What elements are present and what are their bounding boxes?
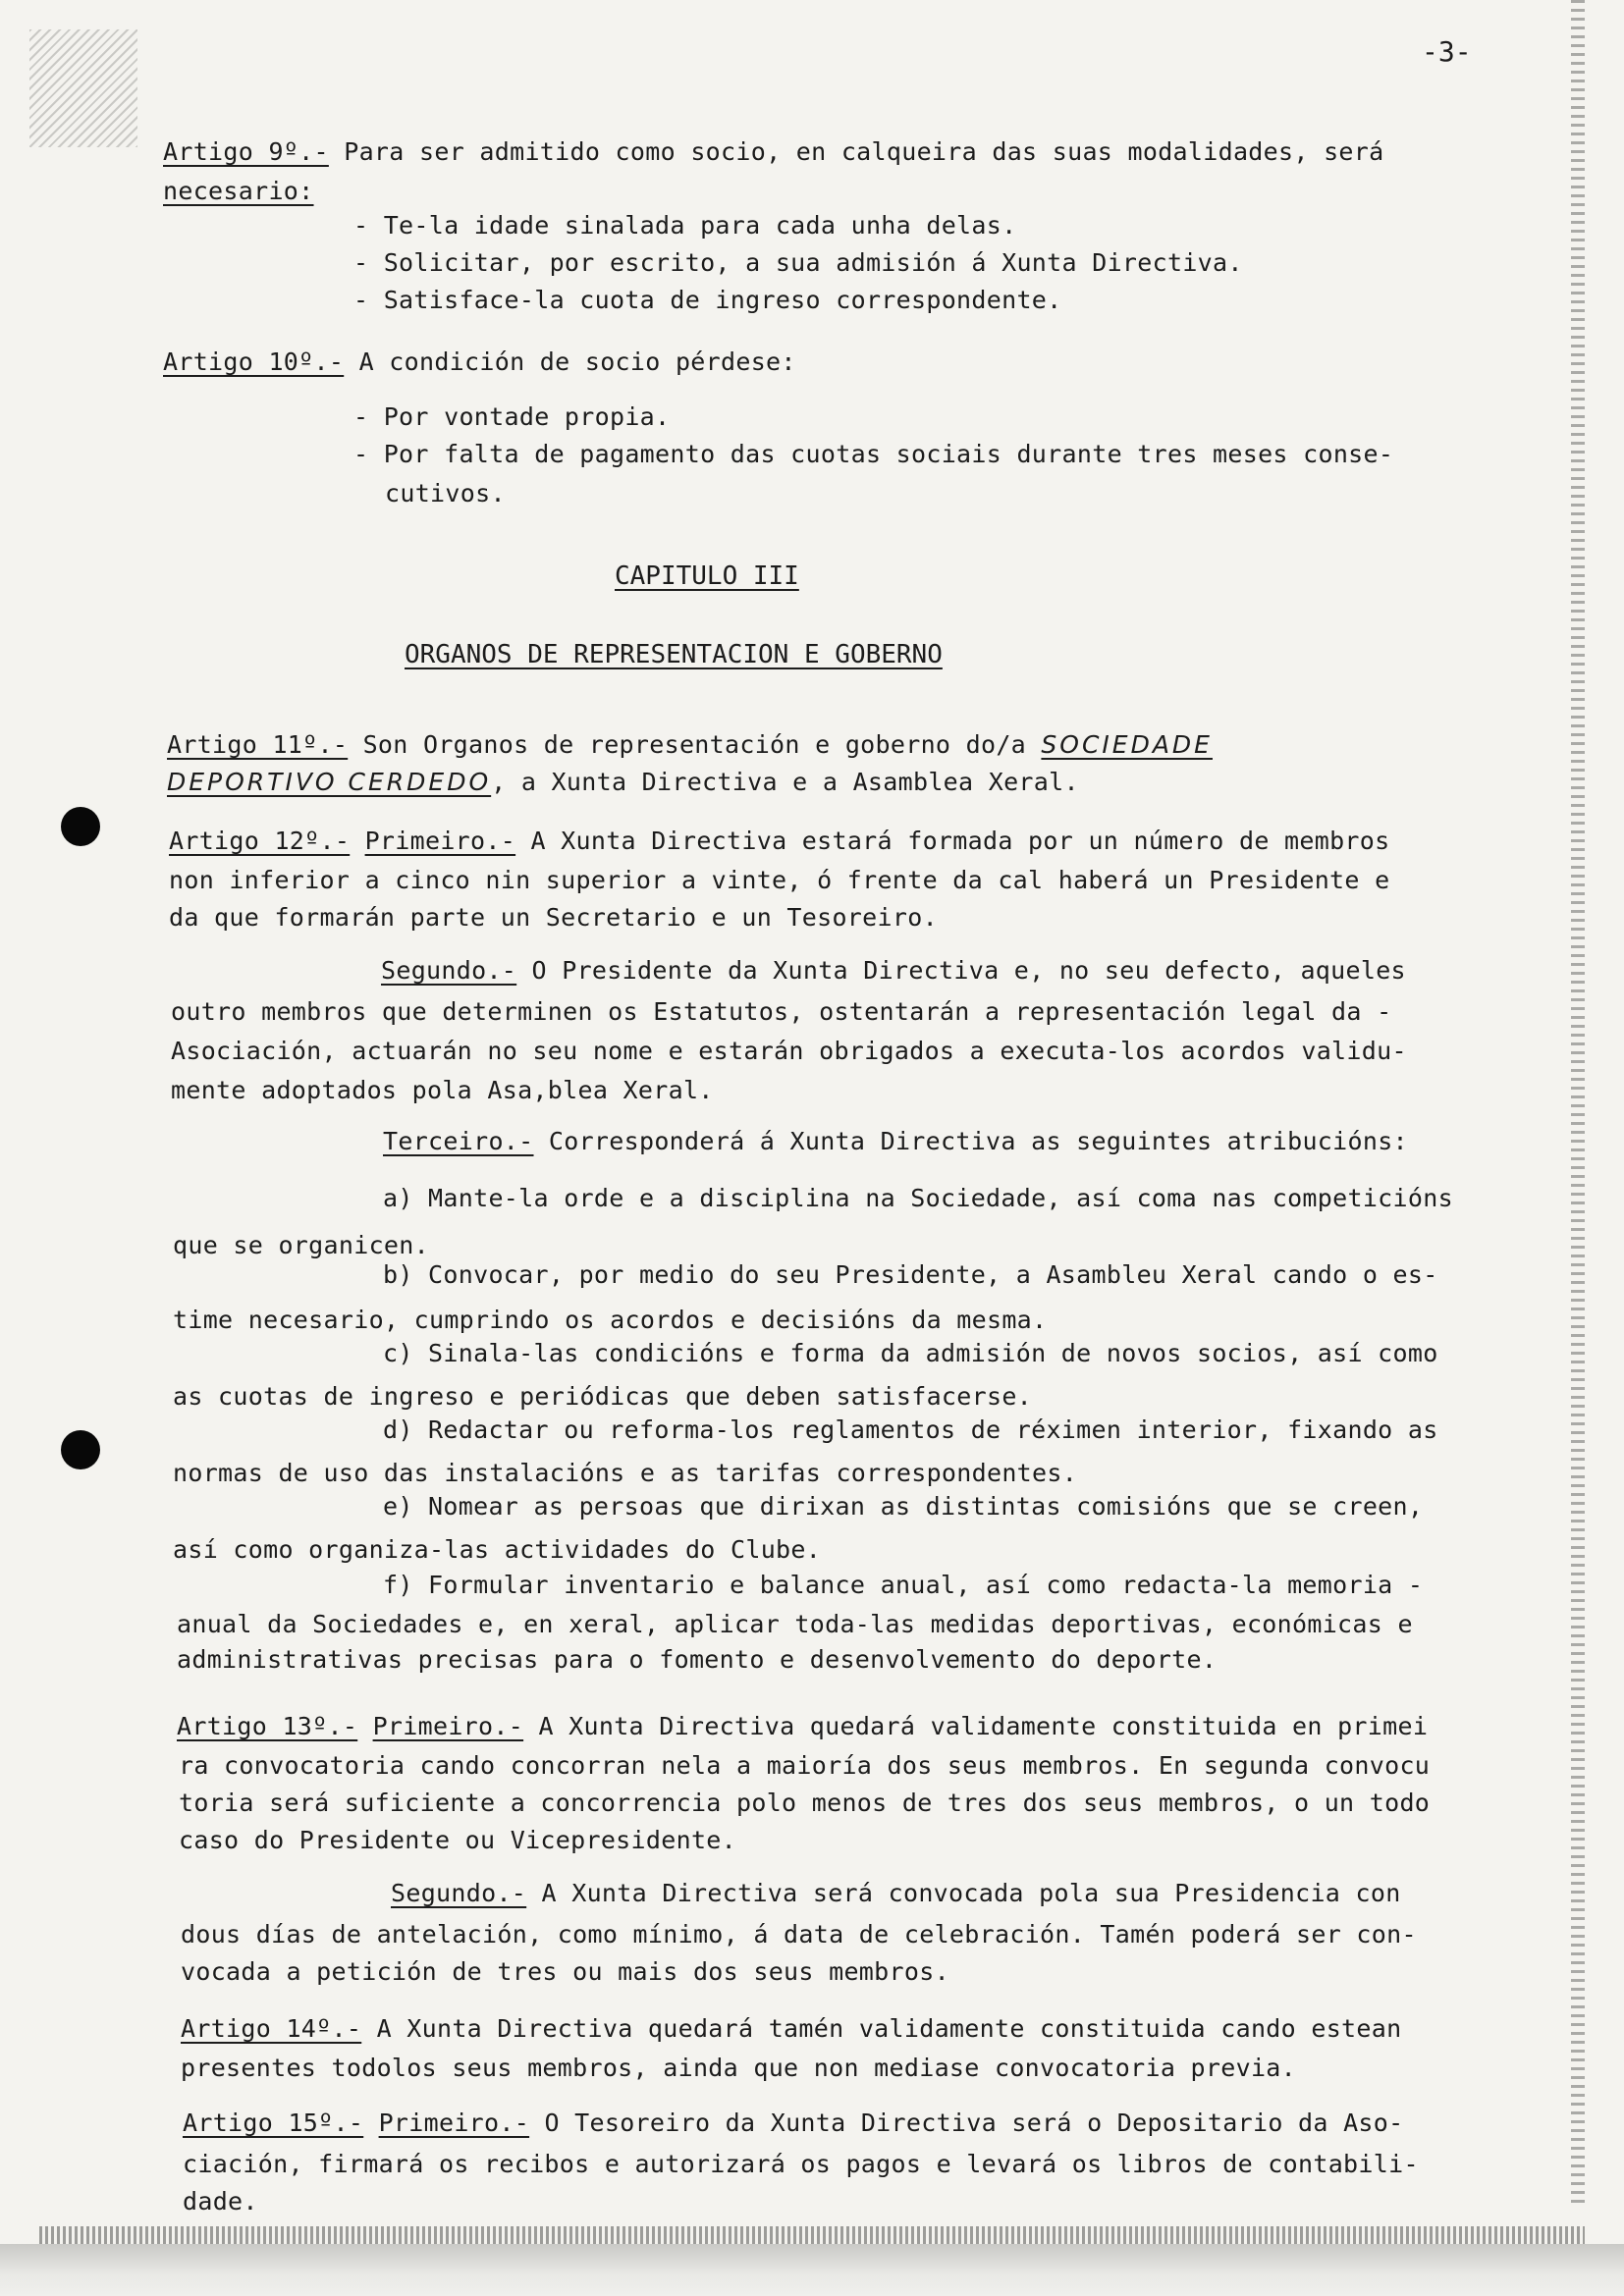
paragraph-line: da que formarán parte un Secretario e un Tesoreiro. bbox=[169, 903, 938, 932]
section-label: Primeiro.- bbox=[372, 1712, 524, 1740]
section-label: Primeiro.- bbox=[378, 2109, 530, 2137]
segundo-line-1 bbox=[381, 956, 1406, 985]
list-item: - Por falta de pagamento das cuotas sociais durante tres meses conse- bbox=[353, 440, 1394, 468]
section-label: Terceiro.- bbox=[383, 1127, 534, 1155]
artigo-label: Artigo 15º.- bbox=[183, 2109, 364, 2137]
paragraph-text: A condición de socio pérdese: bbox=[358, 347, 796, 376]
list-item: cutivos. bbox=[385, 479, 506, 507]
chapter-subtitle: ORGANOS DE REPRESENTACION E GOBERNO bbox=[405, 640, 943, 669]
paragraph-line: Asociación, actuarán no seu nome e estarán obrigados a executa-los acordos validu- bbox=[171, 1037, 1407, 1065]
paragraph-line: caso do Presidente ou Vicepresidente. bbox=[179, 1826, 736, 1854]
paragraph-line: toria será suficiente a concorrencia polo menos de tres dos seus membros, o un todo bbox=[179, 1789, 1431, 1817]
paragraph-line: ra convocatoria cando concorran nela a maioría dos seus membros. En segunda convocu bbox=[179, 1751, 1431, 1780]
scan-edge-bottom bbox=[39, 2226, 1585, 2244]
paragraph-text: necesario: bbox=[163, 177, 314, 205]
list-item-continuation: administrativas precisas para o fomento e desenvolvemento do deporte. bbox=[177, 1645, 1218, 1674]
list-item-continuation: así como organiza-las actividades do Clube. bbox=[173, 1535, 822, 1564]
handwritten-entry: DEPORTIVO CERDEDO bbox=[167, 768, 492, 796]
paragraph-text: A Xunta Directiva quedará validamente constituida en primei bbox=[538, 1712, 1429, 1740]
artigo-9-line-2 bbox=[163, 177, 314, 205]
artigo-12-line-1 bbox=[169, 827, 1389, 855]
scan-noise bbox=[29, 29, 137, 147]
artigo-11-line-1 bbox=[167, 730, 1213, 759]
paragraph-line: dade. bbox=[183, 2187, 258, 2216]
list-item-continuation: que se organicen. bbox=[173, 1231, 429, 1259]
list-item: e) Nomear as persoas que dirixan as distintas comisións que se creen, bbox=[383, 1492, 1424, 1521]
segundo-line-1 bbox=[391, 1879, 1401, 1907]
paragraph-line: mente adoptados pola Asa,blea Xeral. bbox=[171, 1076, 714, 1104]
paragraph-line: ciación, firmará os recibos e autorizará os pagos e levará os libros de contabili- bbox=[183, 2150, 1419, 2178]
section-label: Primeiro.- bbox=[364, 827, 516, 855]
artigo-label: Artigo 14º.- bbox=[181, 2014, 362, 2043]
list-item: - Satisface-la cuota de ingreso correspondente. bbox=[353, 286, 1062, 314]
scan-footer-shadow bbox=[0, 2244, 1624, 2296]
list-item: d) Redactar ou reforma-los reglamentos de réximen interior, fixando as bbox=[383, 1415, 1438, 1444]
list-item: c) Sinala-las condicións e forma da admisión de novos socios, así como bbox=[383, 1339, 1438, 1367]
paragraph-line: outro membros que determinen os Estatutos, ostentarán a representación legal da - bbox=[171, 997, 1392, 1026]
artigo-label: Artigo 11º.- bbox=[167, 730, 349, 759]
list-item-continuation: normas de uso das instalacións e as tarifas correspondentes. bbox=[173, 1459, 1078, 1487]
paragraph-line: presentes todolos seus membros, ainda que non mediase convocatoria previa. bbox=[181, 2054, 1296, 2082]
list-item: f) Formular inventario e balance anual, así como redacta-la memoria - bbox=[383, 1571, 1424, 1599]
page-number: -3- bbox=[1422, 35, 1472, 68]
paragraph-text: O Tesoreiro da Xunta Directiva será o Depositario da Aso- bbox=[544, 2109, 1404, 2137]
paragraph-text: A Xunta Directiva quedará tamén validamente constituida cando estean bbox=[376, 2014, 1402, 2043]
list-item-continuation: anual da Sociedades e, en xeral, aplicar toda-las medidas deportivas, económicas e bbox=[177, 1610, 1413, 1638]
artigo-13-line-1 bbox=[177, 1712, 1428, 1740]
artigo-label: Artigo 12º.- bbox=[169, 827, 351, 855]
paragraph-text: Para ser admitido como socio, en calqueira das suas modalidades, será bbox=[344, 137, 1384, 166]
paragraph-text: Son Organos de representación e goberno do/a bbox=[362, 730, 1027, 759]
paragraph-text: , a Xunta Directiva e a Asamblea Xeral. bbox=[491, 768, 1079, 796]
artigo-label: Artigo 10º.- bbox=[163, 347, 345, 376]
list-item-continuation: as cuotas de ingreso e periódicas que deben satisfacerse. bbox=[173, 1382, 1033, 1411]
list-item: a) Mante-la orde e a disciplina na Sociedade, así coma nas competicións bbox=[383, 1184, 1453, 1212]
scan-edge-right bbox=[1571, 0, 1585, 2209]
artigo-label: Artigo 9º.- bbox=[163, 137, 329, 166]
punch-hole bbox=[61, 1430, 100, 1469]
terceiro-line bbox=[383, 1127, 1408, 1155]
punch-hole bbox=[61, 807, 100, 846]
list-item: b) Convocar, por medio do seu Presidente, a Asambleu Xeral cando o es- bbox=[383, 1260, 1438, 1289]
paragraph-text: Corresponderá á Xunta Directiva as seguintes atribucións: bbox=[548, 1127, 1408, 1155]
artigo-9-line-1 bbox=[163, 137, 1383, 166]
list-item: - Por vontade propia. bbox=[353, 402, 671, 431]
paragraph-line: vocada a petición de tres ou mais dos seus membros. bbox=[181, 1957, 949, 1986]
artigo-label: Artigo 13º.- bbox=[177, 1712, 358, 1740]
list-item-continuation: time necesario, cumprindo os acordos e decisións da mesma. bbox=[173, 1306, 1048, 1334]
paragraph-text: O Presidente da Xunta Directiva e, no seu defecto, aqueles bbox=[531, 956, 1406, 985]
list-item: - Solicitar, por escrito, a sua admisión á Xunta Directiva. bbox=[353, 248, 1243, 277]
paragraph-text: A Xunta Directiva estará formada por un número de membros bbox=[530, 827, 1390, 855]
section-label: Segundo.- bbox=[381, 956, 517, 985]
artigo-11-line-2 bbox=[167, 768, 1079, 796]
paragraph-text: A Xunta Directiva será convocada pola sua Presidencia con bbox=[541, 1879, 1401, 1907]
section-label: Segundo.- bbox=[391, 1879, 527, 1907]
artigo-14-line-1 bbox=[181, 2014, 1401, 2043]
paragraph-line: non inferior a cinco nin superior a vinte, ó frente da cal haberá un Presidente e bbox=[169, 866, 1390, 894]
paragraph-line: dous días de antelación, como mínimo, á data de celebración. Tamén poderá ser con- bbox=[181, 1920, 1417, 1949]
artigo-10-line-1 bbox=[163, 347, 796, 376]
artigo-15-line-1 bbox=[183, 2109, 1403, 2137]
handwritten-entry: SOCIEDADE bbox=[1041, 730, 1213, 759]
list-item: - Te-la idade sinalada para cada unha delas. bbox=[353, 211, 1017, 240]
chapter-title: CAPITULO III bbox=[615, 561, 799, 591]
